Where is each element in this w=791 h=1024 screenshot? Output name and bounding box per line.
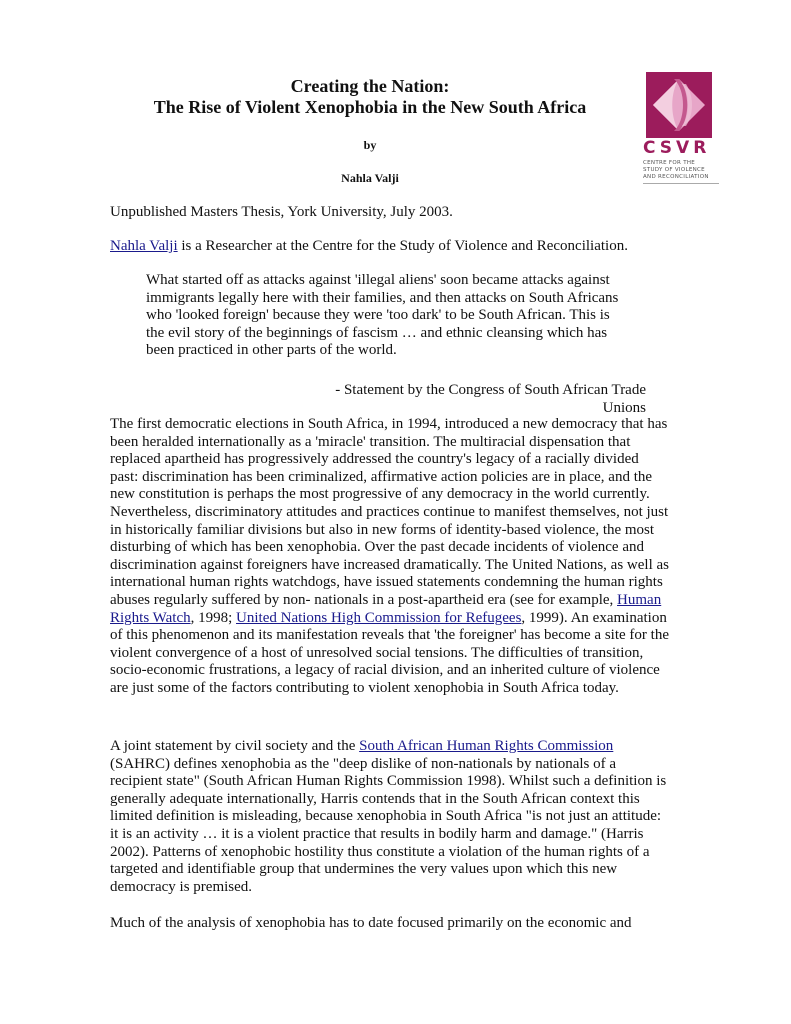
logo-diamond-icon bbox=[646, 72, 712, 138]
logo-subtitle bbox=[643, 160, 723, 181]
author-bio-text: is a Researcher at the Centre for the Study of Violence and Reconciliation. bbox=[177, 238, 628, 254]
paragraph-3: Much of the analysis of xenophobia has to date focused primarily on the economic and bbox=[110, 915, 632, 931]
author-bio bbox=[110, 238, 670, 256]
paragraph-1 bbox=[110, 416, 670, 698]
quote-line-2: immigrants legally here with their families, and then attacks on South Africans bbox=[146, 289, 619, 306]
paragraph-1-text-a: The first democratic elections in South Africa, in 1994, introduced a new democracy that has been heralded internationally as a 'miracle' transition. The multiracial dispensation that replaced apartheid has progressively addressed the country's legacy of a racially divided past: discrimination has been criminalized, affirmative action policies are in place, and the new constitution is perhaps the most progressive of any democracy in the world currently. Nevertheless, discriminatory attitudes and practices continue to manifest themselves, not just in historically familiar divisions but also in new forms of identity-based violence, the most disturbing of which has been xenophobia. Over the past decade incidents of violence and discrimination against foreigners have increased dramatically. The United Nations, as well as international human rights watchdogs, have issued statements condemning the human rights abuses regularly suffered by non- nationals in a post-apartheid era (see for example, bbox=[110, 416, 669, 608]
quote-attribution: - Statement by the Congress of South African Trade Unions bbox=[335, 382, 646, 416]
paragraph-1-text-c: , 1999). An examination of this phenomenon and its manifestation reveals that 'the foreigner' has become a site for the violent convergence of a host of unresolved social tensions. The difficulties of transition, socio-economic frustrations, a legacy of racial division, and an inherited culture of violence are just some of the factors contributing to violent xenophobia in South Africa today. bbox=[110, 609, 669, 696]
logo-sub-line-1: CENTRE FOR THE bbox=[643, 160, 696, 166]
publication-info: Unpublished Masters Thesis, York University, July 2003. bbox=[110, 204, 453, 220]
paragraph-1-text-b: , 1998; bbox=[190, 609, 237, 626]
epigraph-quote bbox=[146, 272, 646, 360]
unhcr-link[interactable]: United Nations High Commission for Refugees bbox=[236, 609, 522, 626]
logo-divider bbox=[643, 183, 719, 184]
csvr-logo bbox=[643, 72, 723, 187]
paragraph-2 bbox=[110, 738, 670, 896]
quote-line-5: been practiced in other parts of the world. bbox=[146, 342, 397, 359]
quote-line-3: who 'looked foreign' because they were 'too dark' to be South African. This is bbox=[146, 307, 610, 324]
logo-sub-line-3: AND RECONCILIATION bbox=[643, 174, 709, 180]
human-rights-watch-link[interactable]: Human Rights Watch bbox=[110, 591, 662, 626]
logo-letters: CSVR bbox=[643, 138, 711, 158]
quote-line-4: the evil story of the beginnings of fascism … and ethnic cleansing which has bbox=[146, 324, 608, 341]
title-block bbox=[110, 76, 630, 186]
title-line-2: The Rise of Violent Xenophobia in the New South Africa bbox=[153, 97, 587, 117]
logo-sub-line-2: STUDY OF VIOLENCE bbox=[643, 167, 705, 173]
title-line-1: Creating the Nation: bbox=[290, 76, 450, 96]
sahrc-link[interactable]: South African Human Rights Commission bbox=[359, 738, 614, 754]
author-link[interactable]: Nahla Valji bbox=[110, 238, 178, 254]
quote-line-1: What started off as attacks against 'illegal aliens' soon became attacks against bbox=[146, 272, 610, 288]
paragraph-2-text-b: (SAHRC) defines xenophobia as the "deep dislike of non-nationals by nationals of a recipient state" (South African Human Rights Commission 1998). Whilst such a definition is generally adequate internationally, Harris contends that in the South African context this limited definition is misleading, because xenophobia in South Africa "is not just an attitude: it is an activity … it is a violent practice that results in bodily harm and damage." (Harris 2002). Patterns of xenophobic hostility thus constitute a violation of the human rights of a targeted and identifiable group that undermines the very values upon which this new democracy is premised. bbox=[110, 755, 667, 895]
author-name: Nahla Valji bbox=[341, 171, 399, 185]
paragraph-2-text-a: A joint statement by civil society and the bbox=[110, 738, 360, 754]
by-line: by bbox=[363, 138, 377, 152]
